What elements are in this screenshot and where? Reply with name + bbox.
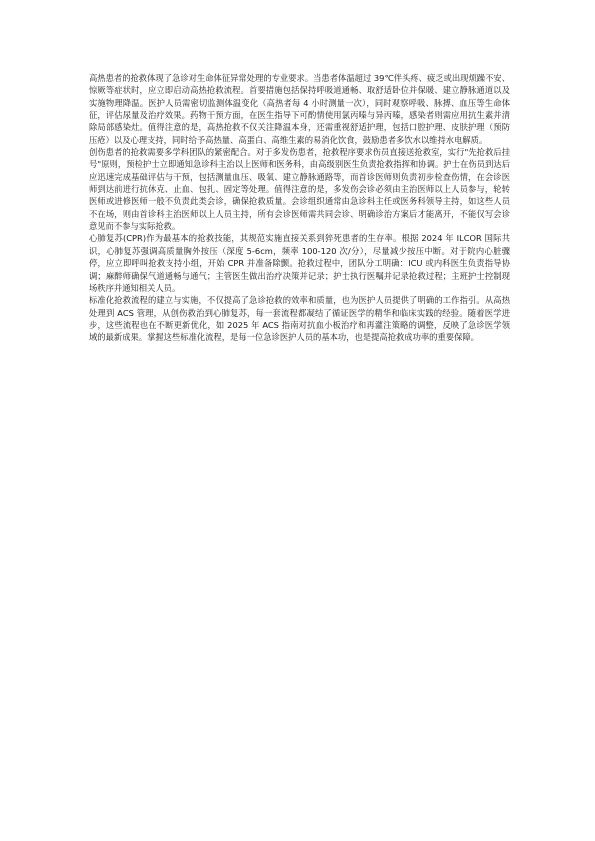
paragraph-fever-rescue: 高热患者的抢救体现了急诊对生命体征异常处理的专业要求。当患者体温超过 39℃伴头疼、疲乏或出现烦躁不安、惊厥等症状时，应立即启动高热抢救流程。首要措施包括保持呼吸道通畅、取舒适卧位并保暖、建立静脉通道以及实施物理降温。医护人员需密切监测体温变化（高热者每 4 小时测量一次），同时观察呼吸、脉搏、血压等生命体征，评估尿量及治疗效果。药物干预方面，在医生指导下可酌情使用氯丙嗪与异丙嗪，感染者则需应用抗生素并清除局部感染灶。值得注意的是，高热抢救不仅关注降温本身，还需重视舒适护理，包括口腔护理、皮肤护理（预防压疮）以及心理支持，同时给予高热量、高蛋白、高维生素的易消化饮食，鼓励患者多饮水以维持水电解质。	[89, 73, 510, 145]
paragraph-cpr: 心肺复苏(CPR)作为最基本的抢救技能，其规范实施直接关系到猝死患者的生存率。根据 2024 年 ILCOR 国际共识，心肺复苏强调高质量胸外按压（深度 5-6cm，频率 100-120 次/分），尽量减少按压中断。对于院内心脏骤停，应立即呼叫抢救支持小组，开始 CPR 并准备除颤。抢救过程中，团队分工明确：ICU 或内科医生负责指导协调；麻醉师确保气道通畅与通气；主管医生做出治疗决策并记录；护士执行医嘱并记录抢救过程；主班护士控制现场秩序并通知相关人员。	[89, 233, 510, 293]
paragraph-standardized-process: 标准化抢救流程的建立与实施，不仅提高了急诊抢救的效率和质量，也为医护人员提供了明确的工作指引。从高热处理到 ACS 管理，从创伤救治到心肺复苏，每一套流程都凝结了循证医学的精华和临床实践的经验。随着医学进步，这些流程也在不断更新优化，如 2025 年 ACS 指南对抗血小板治疗和再灌注策略的调整，反映了急诊医学领域的最新成果。掌握这些标准化流程，是每一位急诊医护人员的基本功，也是提高抢救成功率的重要保障。	[89, 295, 510, 343]
paragraph-trauma-rescue: 创伤患者的抢救需要多学科团队的紧密配合。对于多发伤患者，抢救程序要求伤员直接送抢救室，实行"先抢救后挂号"原则，预检护士立即通知急诊科主治以上医师和医务科，由高级别医生负责抢救指挥和协调。护士在伤员到达后应迅速完成基础评估与干预，包括测量血压、吸氧、建立静脉通路等，而首诊医师则负责初步检查伤情，在会诊医师到达前进行抗休克、止血、包扎、固定等处理。值得注意的是，多发伤会诊必须由主治医师以上人员参与，轮转医师或进修医师一般不负责此类会诊，确保抢救质量。会诊组织通常由急诊科主任或医务科领导主持，如这些人员不在场，则由首诊科主治医师以上人员主持，所有会诊医师需共同会诊、明确诊治方案后才能离开，不能仅写会诊意见而不参与实际抢救。	[89, 147, 510, 232]
document-body	[89, 72, 510, 344]
